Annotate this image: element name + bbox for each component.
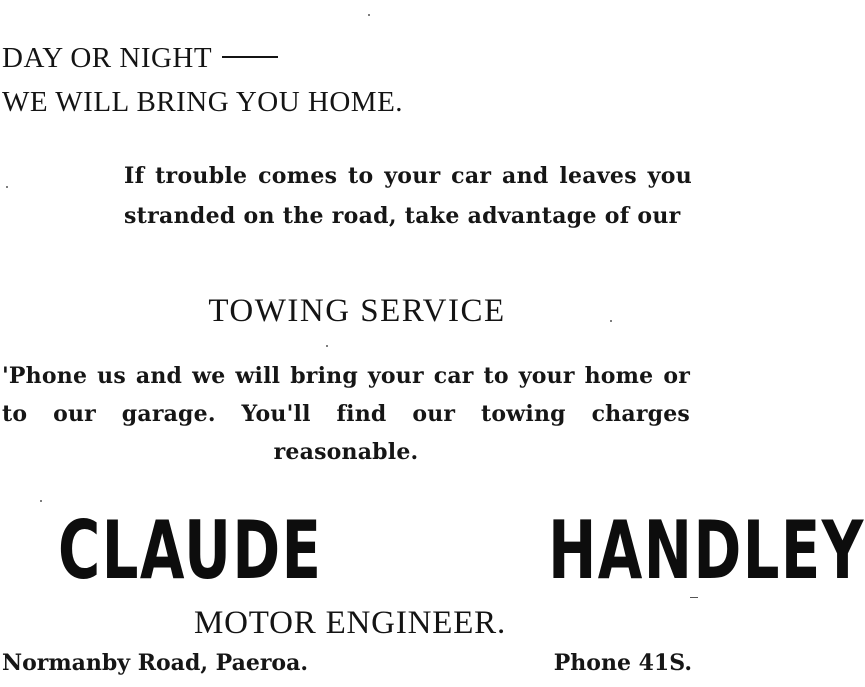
footer-phone: Phone 41S.	[553, 650, 692, 676]
company-first-name: CLAUDE	[58, 504, 323, 597]
intro-paragraph: If trouble comes to your car and leaves you stranded on the road, take advantage of our	[124, 163, 692, 229]
company-last-name: HANDLEY	[548, 504, 865, 597]
company-title: MOTOR ENGINEER.	[193, 605, 507, 641]
em-dash-rule	[222, 56, 278, 58]
ink-speck	[368, 14, 370, 16]
service-title: TOWING SERVICE	[208, 293, 506, 329]
ink-speck	[690, 597, 698, 598]
ink-speck	[326, 345, 328, 347]
body-paragraph: 'Phone us and we will bring your car to your home or to our garage. You'll find our towing charges reasonable.	[2, 363, 690, 465]
ink-speck	[6, 186, 8, 188]
footer-address: Normanby Road, Paeroa.	[2, 650, 309, 676]
ink-speck	[40, 500, 42, 502]
headline-line-2: WE WILL BRING YOU HOME.	[2, 86, 404, 118]
headline-line-1-text: DAY OR NIGHT	[2, 42, 213, 74]
company-name	[58, 504, 865, 597]
headline-line-1	[2, 44, 278, 73]
